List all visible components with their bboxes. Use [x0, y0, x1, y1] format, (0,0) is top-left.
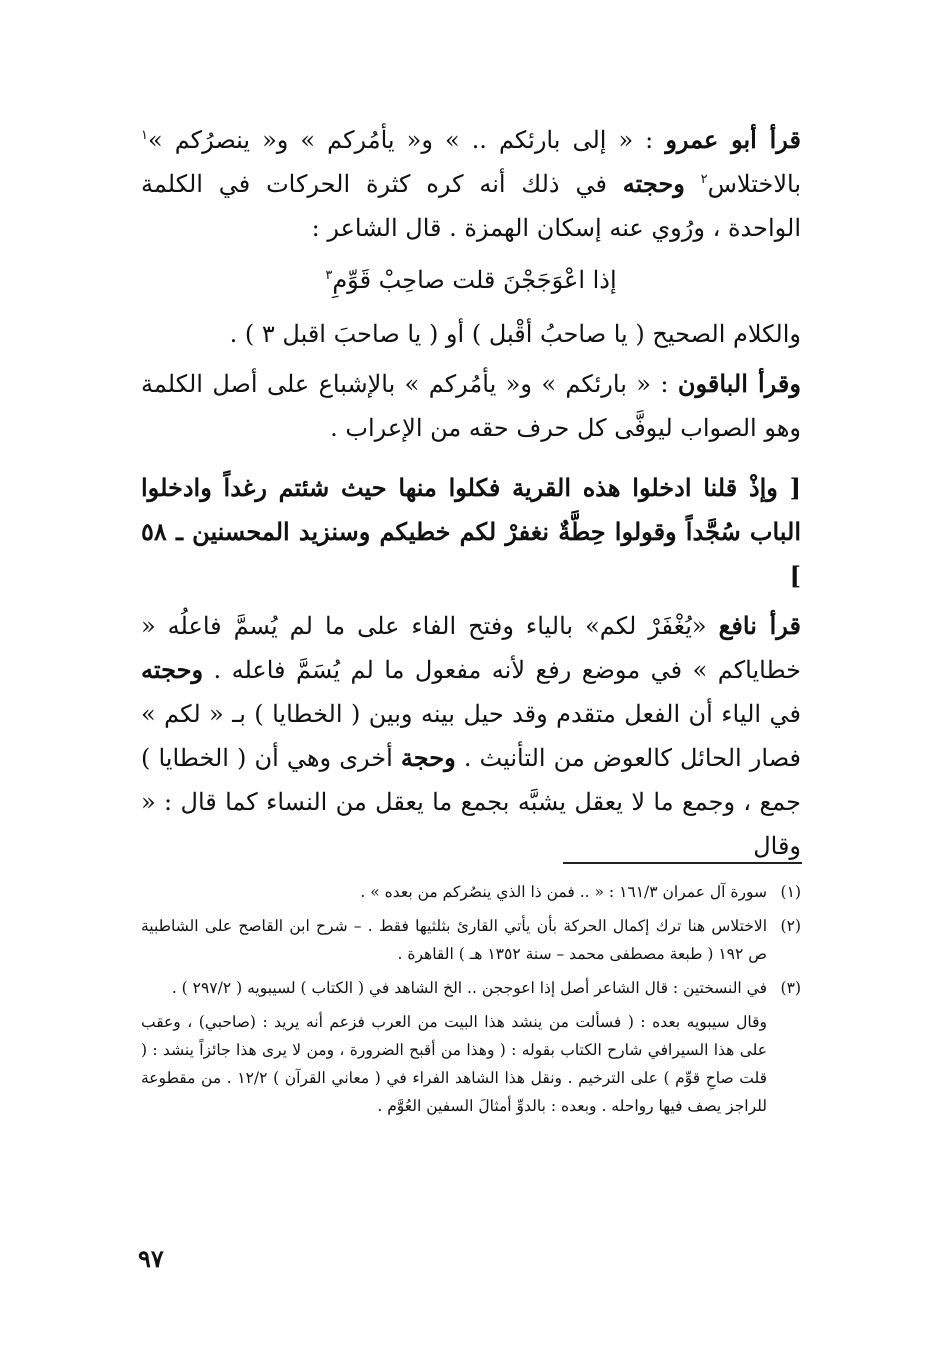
footnote-text: سورة آل عمران ١٦١/٣ : « .. فمن ذا الذي ينصُركم من بعده » .: [360, 883, 767, 901]
footnote-number: (١): [780, 883, 801, 901]
paragraph-text: في الياء أن الفعل متقدم وقد حيل بينه وبين ( الخطايا ) بـ « لكم » فصار الحائل كالعوض من التأنيث .: [141, 700, 801, 772]
footnote-ref: ٢: [700, 172, 708, 187]
footnote-3: [141, 974, 801, 1002]
footnotes: [141, 878, 801, 1120]
footnote-divider: [563, 862, 802, 864]
footnote-number: (٢): [780, 917, 801, 935]
footnote-number: (٣): [780, 979, 801, 997]
footnote-text: الاختلاس هنا ترك إكمال الحركة بأن يأتي القارئ بثلثيها فقط . – شرح ابن القاصح على الشاطبية ص ١٩٢ ( طبعة مصطفى محمد – سنة ١٣٥٢ هـ ) القاهرة .: [141, 917, 767, 963]
paragraph-abu-amr: [141, 118, 801, 250]
footnote-1: [141, 878, 801, 906]
paragraph-text: : « إلى بارئكم .. » و« يأمُركم » و« ينصرُكم »: [147, 126, 654, 154]
quran-text: [ وإذْ قلنا ادخلوا هذه القرية فكلوا منها حيث شئتم رغداً وادخلوا الباب سُجَّداً وقولوا حِطَّةٌ نغفرْ لكم خطيكم وسنزيد المحسنين ـ ٥٨ ]: [141, 473, 801, 590]
footnote-ref: ١: [141, 128, 148, 143]
footnote-3-continued: وقال سيبويه بعده : ( فسألت من ينشد هذا البيت من العرب فزعم أنه يريد : (صاحبي) ، وعقب على هذا السيرافي شارح الكتاب بقوله : ( وهذا من أقبح الضرورة ، ومن لا يرى هذا جائزاً ينشد : ( قلت صاحِ قوِّم ) على الترخيم . ونقل هذا الشاهد الفراء في ( معاني القرآن ) ١٢/٢ . من مقطوعة للراجز يصف فيها رواحله . وبعده : بالدوِّ أمثالَ السفين العُوَّم .: [141, 1013, 768, 1115]
argument-label: وحجة: [400, 743, 456, 772]
paragraph-text: أخرى وهي أن ( الخطايا ) جمع ، وجمع ما لا يعقل يشبَّه بجمع ما يعقل من النساء كما قال : « وقال: [141, 744, 801, 860]
paragraph-text: في ذلك أنه كره كثرة الحركات في الكلمة الواحدة ، ورُوي عنه إسكان الهمزة . قال الشاعر :: [141, 170, 801, 242]
page-number: ٩٧: [138, 1244, 164, 1273]
reader-label: قرأ أبو عمرو: [665, 125, 801, 154]
reader-label: قرأ نافع: [718, 611, 801, 640]
paragraph-text: والكلام الصحيح ( يا صاحبُ أقْبل ) أو ( يا صاحبَ اقبل ٣ ) .: [229, 320, 801, 348]
quran-verse: [141, 466, 801, 598]
footnote-text: في النسختين : قال الشاعر أصل إذا اعوججن .. الخ الشاهد في ( الكتاب ) لسيبويه ( ٢٩٧/٢ ) .: [171, 979, 767, 997]
reader-label: وقرأ الباقون: [677, 369, 801, 398]
paragraph-text: «يُغْفَرْ لكم» بالياء وفتح الفاء على ما لم يُسمَّ فاعلُه « خطاياكم » في موضع رفع لأنه مفعول ما لم يُسَمَّ فاعله .: [141, 612, 801, 684]
paragraph-text: : « بارئكم » و« يأمُركم » بالإشباع على أصل الكلمة وهو الصواب ليوفَّى كل حرف حقه من الإعراب .: [141, 370, 801, 442]
verse-text: إذا اعْوَجَجْنَ قلت صاحِبْ قَوِّمِ: [332, 266, 617, 294]
paragraph-nafi: [141, 604, 801, 868]
argument-label: وحجته: [622, 169, 685, 198]
paragraph-correct-speech: [141, 312, 801, 356]
verse-line: [141, 258, 801, 302]
paragraph-text: بالاختلاس: [707, 170, 801, 198]
paragraph-others: [141, 362, 801, 450]
argument-label: وحجته: [141, 655, 204, 684]
footnote-2: [141, 912, 801, 968]
main-text: [141, 118, 801, 868]
footnote-ref: ٣: [325, 268, 333, 283]
